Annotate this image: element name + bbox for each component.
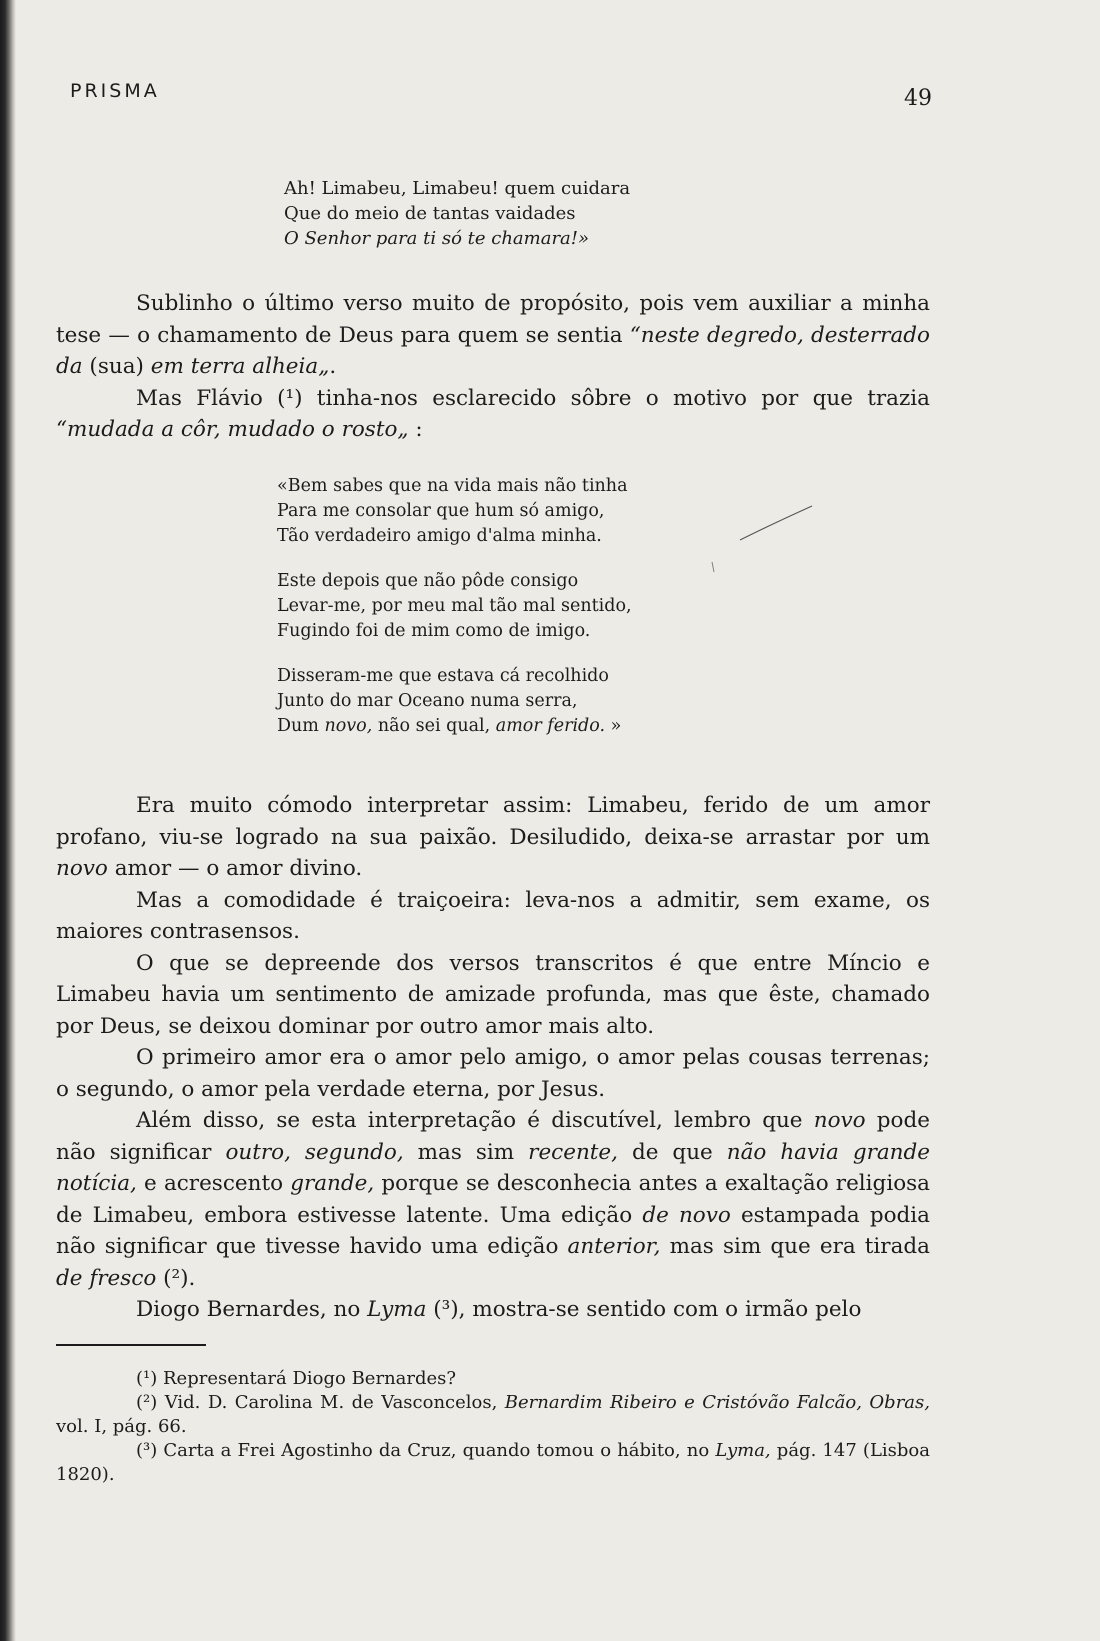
verse-line: Tão verdadeiro amigo d'alma minha. <box>277 526 602 546</box>
book-spine-shadow <box>0 0 16 1641</box>
paragraph: O que se depreende dos versos transcritos é que entre Míncio e Limabeu havia um sentimento de amizade profunda, mas que êste, chamado por Deus, se deixou dominar por outro amor mais alto. <box>56 950 930 1039</box>
paragraph <box>56 1294 930 1326</box>
verse-line: Ah! Limabeu, Limabeu! quem cuidara <box>284 178 631 199</box>
italic-run: recente, <box>528 1139 618 1165</box>
verse-line <box>277 714 632 739</box>
text-run: : <box>408 417 423 442</box>
text-run: porque se desconhecia antes a exaltação religiosa de Limabeu, embora estivesse latente. Uma edição <box>56 1171 930 1228</box>
paragraph: O primeiro amor era o amor pelo amigo, o amor pelas cousas terrenas; o segundo, o amor pela verdade eterna, por Jesus. <box>56 1045 930 1102</box>
verse-line: «Bem sabes que na vida mais não tinha <box>277 476 628 496</box>
text-run: pág. 147 (Lisboa 1820). <box>56 1440 930 1485</box>
text-run: (²) Vid. D. Carolina M. de Vasconcelos, <box>136 1392 505 1413</box>
text-run: (³), mostra-se sentido com o irmão pelo <box>426 1297 862 1322</box>
text-run: e acrescento <box>136 1171 291 1196</box>
paragraph <box>56 790 930 885</box>
paragraph <box>56 383 930 446</box>
footnotes <box>56 1367 930 1487</box>
italic-run: amor ferido. <box>495 716 606 736</box>
text-run: vol. I, pág. 66. <box>56 1416 187 1437</box>
text-run: Sublinho o último verso muito de propósito, pois vem auxiliar a minha tese — o chamamento de Deus para quem se sentia <box>56 291 930 348</box>
prose-block-2 <box>56 790 930 1326</box>
verse-quote-amigo <box>277 474 632 759</box>
text-run: mas sim <box>403 1139 529 1165</box>
verse-line: Para me consolar que hum só amigo, <box>277 501 605 521</box>
text-run: Dum <box>277 716 325 736</box>
italic-run: não havia grande notícia, <box>56 1139 931 1196</box>
verse-line: Levar-me, por meu mal tão mal sentido, <box>277 596 632 616</box>
text-run: Além disso, se esta interpretação é discutível, lembro que <box>136 1108 814 1133</box>
italic-run: novo, <box>324 716 373 736</box>
footnote <box>56 1391 930 1439</box>
text-run: amor — o amor divino. <box>107 856 363 881</box>
text-run: estampada podia não significar que tivesse havido uma edição <box>56 1202 931 1259</box>
text-run: (sua) <box>82 354 151 379</box>
text-run: (³) Carta a Frei Agostinho da Cruz, quando tomou o hábito, no <box>136 1440 716 1461</box>
text-run: » <box>605 716 622 736</box>
text-run: pode não significar <box>56 1108 930 1165</box>
italic-run: novo <box>56 856 108 881</box>
running-title: PRISMA <box>70 80 160 102</box>
italic-run: novo <box>813 1108 866 1133</box>
verse-line: Fugindo foi de mim como de imigo. <box>277 621 591 641</box>
italic-run: em terra alheia„ <box>150 354 330 379</box>
paragraph <box>56 1105 930 1294</box>
text-run: Era muito cómodo interpretar assim: Limabeu, ferido de um amor profano, viu-se logrado na sua paixão. Desiludido, deixa-se arrastar por um <box>56 793 930 850</box>
text-run: mas sim que era tirada <box>660 1234 930 1259</box>
text-run: . <box>329 354 337 379</box>
paragraph: Mas a comodidade é traiçoeira: leva-nos a admitir, sem exame, os maiores contrasensos. <box>56 887 930 944</box>
book-page <box>56 0 932 1641</box>
italic-run: Bernardim Ribeiro e Cristóvão Falcão, Obras, <box>504 1392 930 1413</box>
italic-run: de novo <box>642 1202 731 1228</box>
verse-quote-limabeu <box>284 176 630 251</box>
text-run: de que <box>617 1139 727 1165</box>
italic-run: de fresco <box>56 1265 157 1291</box>
footnote: (¹) Representará Diogo Bernardes? <box>136 1368 457 1389</box>
stanza <box>277 569 632 644</box>
italic-run: Lyma, <box>715 1440 771 1461</box>
italic-run: “neste degredo, desterrado da <box>56 322 930 379</box>
text-run: Diogo Bernardes, no <box>136 1297 368 1322</box>
text-run: não sei qual, <box>372 716 496 736</box>
italic-run: outro, segundo, <box>225 1139 404 1165</box>
page-number: 49 <box>904 86 932 111</box>
italic-run: grande, <box>290 1171 375 1196</box>
footnote <box>56 1439 930 1487</box>
verse-line: Junto do mar Oceano numa serra, <box>277 691 578 711</box>
verse-line <box>284 226 630 251</box>
italic-run: anterior, <box>567 1234 661 1259</box>
verse-italic-line: O Senhor para ti só te chamara!» <box>284 228 590 249</box>
text-run: (²). <box>156 1265 196 1291</box>
verse-line: Este depois que não pôde consigo <box>277 571 579 591</box>
paragraph <box>56 288 930 383</box>
page-header <box>70 78 932 111</box>
stanza <box>277 474 632 549</box>
text-run: Mas Flávio (¹) tinha-nos esclarecido sôbre o motivo por que trazia <box>136 385 930 411</box>
italic-run: “mudada a côr, mudado o rosto„ <box>56 417 409 442</box>
footnote-rule <box>56 1344 206 1346</box>
prose-block-1 <box>56 288 930 446</box>
italic-run: Lyma <box>367 1297 427 1322</box>
stanza <box>277 664 632 739</box>
verse-line: Disseram-me que estava cá recolhido <box>277 666 609 686</box>
verse-line: Que do meio de tantas vaidades <box>284 203 576 224</box>
